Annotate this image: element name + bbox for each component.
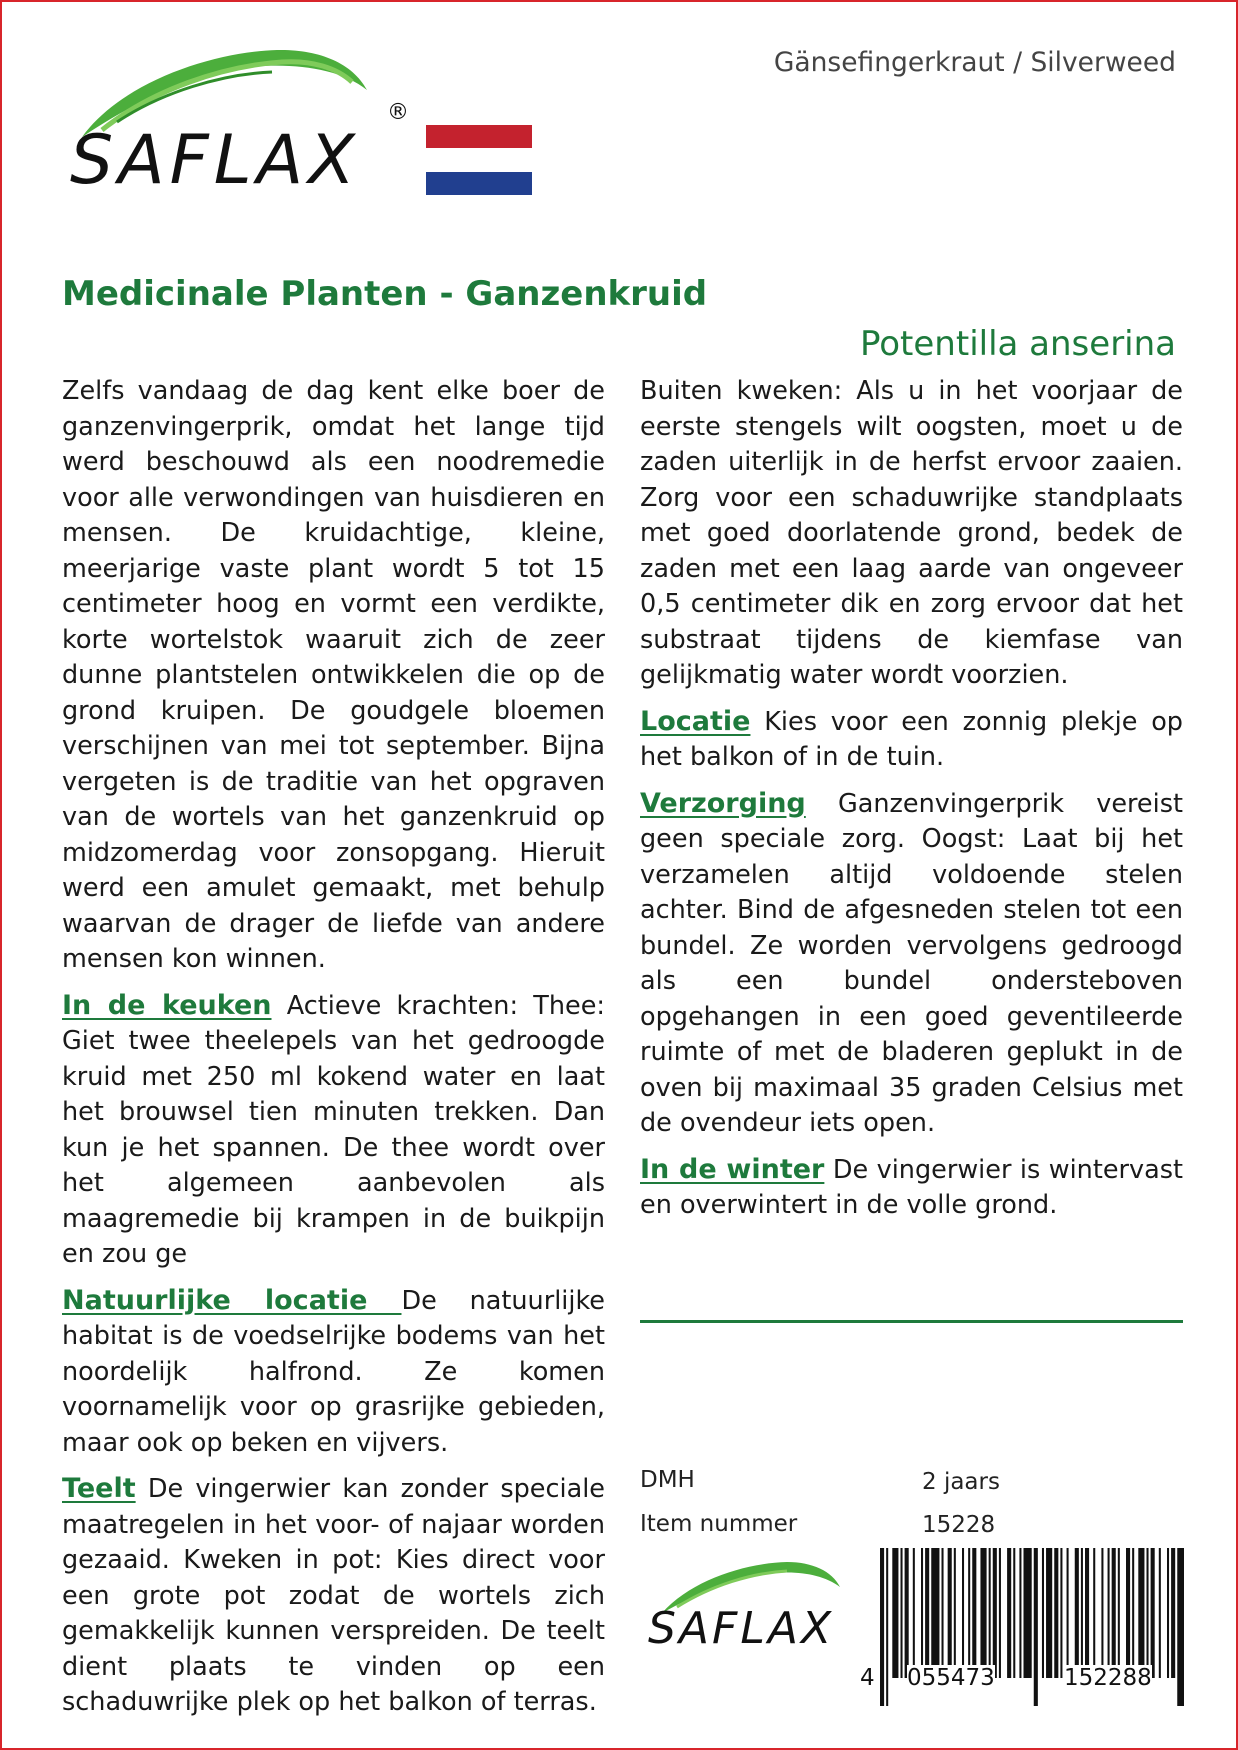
teelt-text: De vingerwier kan zonder speciale maatregelen in het voor- of najaar worden gezaaid. Kweken in pot: Kies direct voor een grote pot zodat de wortels zich gemakkelijk kunnen verspreiden. De teelt dient plaats te vinden op een schaduwrijke plek op het balkon of terras. bbox=[62, 1474, 605, 1717]
keuken-heading: In de keuken bbox=[62, 989, 272, 1021]
locatie-text: Kies voor een zonnig plekje op het balkon of in de tuin. bbox=[640, 706, 1183, 772]
locatie-section bbox=[640, 704, 1183, 776]
page-title: Medicinale Planten - Ganzenkruid bbox=[62, 274, 708, 314]
winter-section bbox=[640, 1152, 1183, 1224]
footer-saflax-logo bbox=[642, 1557, 852, 1667]
dmh-label: DMH bbox=[640, 1467, 695, 1493]
keuken-text: Actieve krachten: Thee: Giet twee theelepels van het gedroogde kruid met 250 ml kokend water en laat het brouwsel tien minuten trekken. Dan kun je het spannen. De thee wordt over het algemeen aanbevolen als maagremedie bij krampen in de buikpijn en zou ge bbox=[62, 990, 605, 1269]
keuken-section bbox=[62, 988, 605, 1273]
brand-name: SAFLAX bbox=[70, 121, 360, 200]
winter-heading: In de winter bbox=[640, 1153, 825, 1185]
natural-location-section bbox=[62, 1283, 605, 1462]
plant-common-names: Gänsefingerkraut / Silverweed bbox=[773, 47, 1176, 78]
verzorging-heading: Verzorging bbox=[640, 787, 806, 819]
section-divider bbox=[640, 1320, 1183, 1323]
intro-paragraph: Zelfs vandaag de dag kent elke boer de ganzenvingerprik, omdat het lange tijd werd beschouwd als een noodremedie voor alle verwondingen van huisdieren en mensen. De kruidachtige, kleine, meerjarige vaste plant wordt 5 tot 15 centimeter hoog en vormt een verdikte, korte wortelstok waaruit zich de zeer dunne plantstelen ontwikkelen die op de grond kruipen. De goudgele bloemen verschijnen van mei tot september. Bijna vergeten is de traditie van het opgraven van de wortels van het ganzenkruid op midzomerdag voor zonsopgang. Hieruit werd een amulet gemaakt, met behulp waarvan de drager de liefde van andere mensen kon winnen. bbox=[62, 376, 605, 974]
left-column bbox=[62, 374, 605, 1731]
registered-mark: ® bbox=[387, 100, 409, 125]
locatie-heading: Locatie bbox=[640, 705, 751, 737]
netherlands-flag-icon bbox=[426, 125, 532, 195]
teelt-heading: Teelt bbox=[62, 1473, 136, 1504]
item-number-value: 15228 bbox=[922, 1512, 996, 1538]
barcode-digit-first: 4 bbox=[860, 1665, 875, 1691]
barcode-group-left: 055473 bbox=[907, 1665, 995, 1691]
natural-location-heading: Natuurlijke locatie bbox=[62, 1284, 402, 1316]
saflax-logo bbox=[62, 42, 422, 207]
teelt-section bbox=[62, 1471, 605, 1721]
barcode-group-right: 152288 bbox=[1064, 1665, 1152, 1691]
footer-brand-name: SAFLAX bbox=[648, 1603, 835, 1654]
latin-name: Potentilla anserina bbox=[859, 324, 1176, 364]
dmh-value: 2 jaars bbox=[922, 1469, 1000, 1495]
verzorging-text: Ganzenvingerprik vereist geen speciale zorg. Oogst: Laat bij het verzamelen altijd voldoende stelen achter. Bind de afgesneden stelen tot een bundel. Ze worden vervolgens gedroogd als een bundel ondersteboven opgehangen in een goed geventileerde ruimte of met de bladeren geplukt in de oven bij maximaal 35 graden Celsius met de ovendeur iets open. bbox=[640, 788, 1183, 1138]
item-number-label: Item nummer bbox=[640, 1511, 798, 1537]
winter-text: De vingerwier is wintervast en overwintert in de volle grond. bbox=[640, 1154, 1183, 1220]
verzorging-section bbox=[640, 786, 1183, 1142]
natural-location-text: De natuurlijke habitat is de voedselrijke bodems van het noordelijk halfrond. Ze komen voornamelijk voor op grasrijke gebieden, maar ook op beken en vijvers. bbox=[62, 1285, 606, 1458]
right-column bbox=[640, 374, 1183, 1234]
outdoor-growing-paragraph: Buiten kweken: Als u in het voorjaar de eerste stengels wilt oogsten, moet u de zaden uiterlijk in de herfst ervoor zaaien. Zorg voor een schaduwrijke standplaats met goed doorlatende grond, bedek de zaden met een laag aarde van ongeveer 0,5 centimeter dik en zorg ervoor dat het substraat tijdens de kiemfase van gelijkmatig water wordt voorzien. bbox=[640, 376, 1183, 690]
